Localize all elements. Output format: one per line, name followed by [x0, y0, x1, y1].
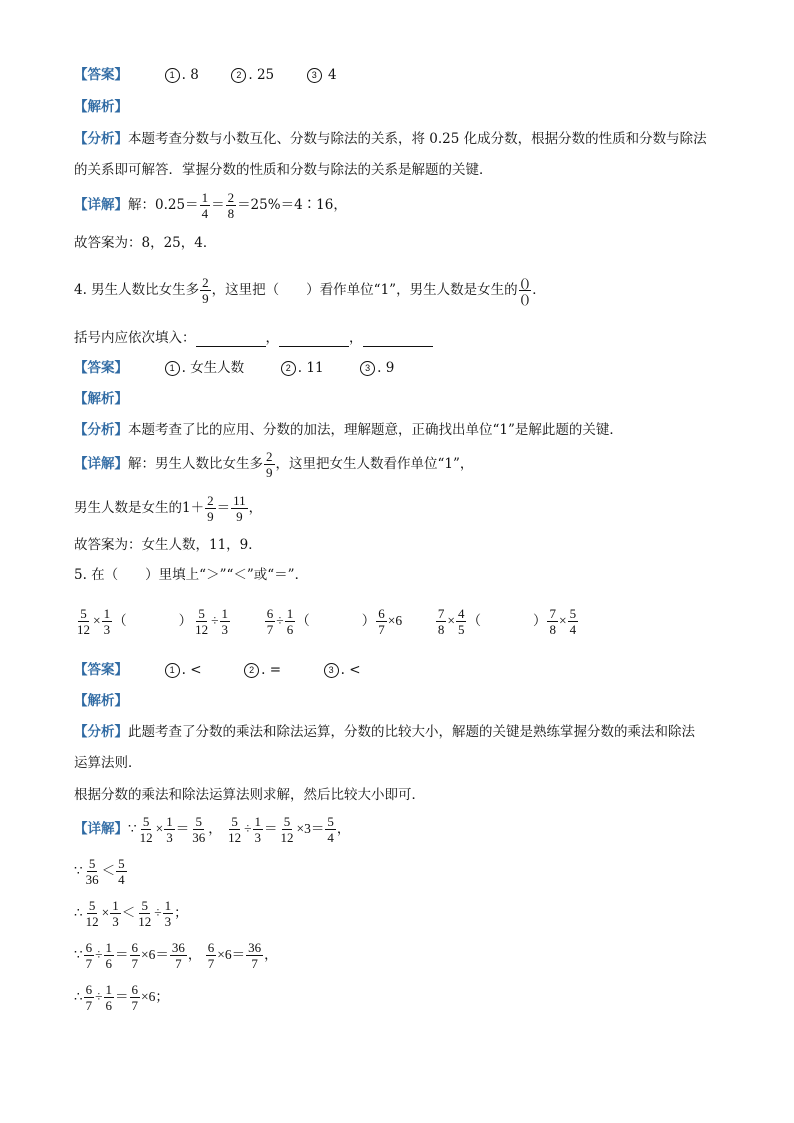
circled-number-1: 1	[165, 68, 180, 83]
q4-stem	[74, 272, 546, 308]
q5-xiangjie-line-2: ∵ $\frac{5}{36}$ ＜ $\frac{5}{4}$	[74, 856, 125, 888]
fenxi-text: 本题考查了比的应用、分数的加法，理解题意，正确找出单位“1”是解此题的关键．	[128, 422, 623, 438]
blank-2	[279, 334, 349, 347]
fenxi-tag: 【分析】	[74, 422, 128, 438]
xiangjie-tag: 【详解】	[74, 456, 128, 472]
fraction: $\frac{5}{36}$	[85, 856, 99, 888]
fraction: $\frac{5}{12}$	[85, 898, 99, 930]
answer-2: =	[269, 662, 281, 678]
fenxi-text: 运算法则．	[74, 755, 142, 771]
q5-fenxi-line-1	[74, 723, 695, 741]
fraction: $\frac{5}{12}$	[195, 606, 209, 638]
fraction: $\frac{1}{3}$	[103, 606, 111, 638]
fraction: $\frac{6}{7}$	[266, 606, 274, 638]
xiangjie-tag: 【详解】	[74, 821, 128, 837]
fraction: $\frac{5}{4}$	[118, 856, 125, 888]
fraction: $\frac{1}{6}$	[105, 982, 113, 1014]
fraction: $\frac{5}{12}$	[139, 814, 153, 846]
answer-tag: 【答案】	[74, 67, 128, 83]
answer-1: 女生人数	[190, 360, 245, 376]
q5-fenxi-line-2	[74, 754, 142, 772]
q4-xiangjie-line-1	[74, 446, 473, 482]
answer-2: 11	[306, 360, 324, 376]
fraction: $\frac{6}{7}$	[131, 940, 139, 972]
q3-answer-line: 【答案】 1 . 8 2 . 25 3 4	[74, 67, 337, 83]
fraction: $\frac{1}{4}$	[201, 190, 209, 221]
q3-xiangjie-line: 【详解】解：0.25＝ $\frac{1}{4}$ ＝ $\frac{2}{8}$ ＝25%＝4∶16，	[74, 190, 347, 221]
answer-tag: 【答案】	[74, 662, 128, 678]
fraction: $\frac{4}{5}$	[457, 606, 465, 638]
fraction: $\frac{1}{3}$	[254, 814, 262, 846]
xiangjie-text: 解：0.25＝	[128, 197, 199, 213]
fraction: $\frac{5}{12}$	[138, 898, 152, 930]
fenxi-text: 此题考查了分数的乘法和除法运算，分数的比较大小，解题的关键是熟练掌握分数的乘法和除法	[128, 724, 695, 740]
blank-1	[196, 334, 266, 347]
fraction: $\frac{1}{3}$	[166, 814, 173, 846]
circled-number-3: 3	[307, 68, 322, 83]
fraction: $\frac{6}{7}$	[378, 606, 385, 638]
q5-xiangjie-line-1: 【详解】∵ $\frac{5}{12}$ × $\frac{1}{3}$ ＝ $\frac{5}{36}$ ， $\frac{5}{12}$ ÷ $\frac{1}{3}$ ＝ $\frac{5}{12}$ ×3＝ $\frac{5}{4}$ ，	[74, 814, 351, 846]
analysis-tag: 【解析】	[74, 391, 128, 407]
fraction: $\frac{6}{7}$	[85, 940, 93, 972]
q5-stem: 5. 在（ ）里填上“＞”“＜”或“＝”．	[74, 567, 309, 583]
fraction: $\frac{2}{9}$	[207, 493, 214, 524]
analysis-tag: 【解析】	[74, 693, 128, 709]
xiangjie-text: ＝25%＝4∶16，	[237, 197, 347, 213]
q4-xiangjie-line-2: 男生人数是女生的1＋ $\frac{2}{9}$ ＝ $\frac{11}{9}$ ，	[74, 493, 263, 524]
answer-3: 4	[328, 67, 337, 83]
fraction: $\frac{5}{4}$	[327, 814, 334, 846]
fraction: $\frac{5}{12}$	[77, 606, 90, 638]
q5-method: 根据分数的乘法和除法运算法则求解，然后比较大小即可．	[74, 787, 425, 803]
circled-number-1: 1	[165, 663, 180, 678]
fraction: $\frac{1}{3}$	[112, 898, 119, 930]
fraction: $\frac{6}{7}$	[207, 940, 215, 972]
answer-tag: 【答案】	[74, 360, 128, 376]
fraction: $\frac{5}{36}$	[192, 814, 206, 846]
answer-1: 8	[190, 67, 199, 83]
fraction: $\frac{5}{12}$	[280, 814, 294, 846]
answer-3: <	[349, 662, 361, 678]
q5-xiangjie-line-5: ∴ $\frac{6}{7}$ ÷ $\frac{1}{6}$ ＝ $\frac{6}{7}$ ×6；	[74, 982, 169, 1014]
fraction: $\frac{2}{8}$	[227, 190, 235, 221]
fraction: $\frac{1}{6}$	[105, 940, 113, 972]
fraction: $\frac{6}{7}$	[85, 982, 93, 1014]
q4-fill-line: 括号内应依次填入： ， ，	[74, 329, 433, 347]
q4-answer-line: 【答案】 1 . 女生人数 2 . 11 3 . 9	[74, 360, 395, 376]
fenxi-text: 本题考查分数与小数互化、分数与除法的关系，将 0.25 化成分数，根据分数的性质和分数与除法	[128, 131, 707, 147]
xiangjie-tag: 【详解】	[74, 197, 128, 213]
stem-text: ，这里把（ ）看作单位“1”，男生人数是女生的	[211, 282, 518, 298]
q5-answer-line: 【答案】 1 . < 2 . = 3 . <	[74, 662, 361, 678]
stem-text: 4. 男生人数比女生多	[74, 282, 200, 298]
fraction: $\frac{7}{8}$	[549, 606, 556, 638]
circled-number-1: 1	[165, 361, 180, 376]
fraction: $\frac{5}{12}$	[228, 814, 242, 846]
fraction: $\frac{7}{8}$	[437, 606, 445, 638]
fenxi-tag: 【分析】	[74, 131, 128, 147]
stem-text: ．	[532, 282, 546, 298]
fenxi-text: 的关系即可解答．掌握分数的性质和分数与除法的关系是解题的关键．	[74, 162, 493, 178]
q5-xiangjie-line-3: ∴ $\frac{5}{12}$ × $\frac{1}{3}$ ＜ $\frac{5}{12}$ ÷ $\frac{1}{3}$ ；	[74, 898, 188, 930]
fraction: $\frac{2}{9}$	[266, 449, 273, 480]
q3-fenxi-line-1	[74, 130, 707, 148]
answer-1: <	[190, 662, 202, 678]
blank-3	[363, 334, 433, 347]
fraction: $\frac{1}{3}$	[221, 606, 229, 638]
fraction: $\frac{36}{7}$	[171, 940, 185, 972]
answer-2: 25	[256, 67, 275, 83]
xiangjie-text: ，这里把女生人数看作单位“1”，	[275, 456, 474, 472]
q5-xiangjie-line-4: ∵ $\frac{6}{7}$ ÷ $\frac{1}{6}$ ＝ $\frac{6}{7}$ ×6＝ $\frac{36}{7}$ ， $\frac{6}{7}$ ×6＝ $\frac{36}{7}$ ，	[74, 940, 278, 972]
fraction: $\frac{5}{4}$	[569, 606, 577, 638]
answer-3: 9	[385, 360, 395, 376]
xiangjie-text: 男生人数是女生的1＋	[74, 500, 205, 516]
analysis-tag: 【解析】	[74, 99, 128, 115]
fraction: $\frac{2}{9}$	[202, 275, 209, 306]
fraction: $\frac{1}{3}$	[164, 898, 172, 930]
q3-final-answer: 故答案为：8，25，4．	[74, 235, 217, 251]
circled-number-3: 3	[360, 361, 375, 376]
xiangjie-text: 解：男生人数比女生多	[128, 456, 263, 472]
q5-expressions: $\frac{5}{12}$ × $\frac{1}{3}$ （ ） $\frac{5}{12}$ ÷ $\frac{1}{3}$ $\frac{6}{7}$ ÷ $\frac{1}{6}$ （ ） $\frac{6}{7}$ ×6 $\frac{7}{8}$ × $\frac{4}{5}$ （ ） $\frac{7}{8}$ × $\frac{5}{4}$	[77, 606, 577, 638]
fraction: $\frac{()}{()}$	[520, 275, 530, 306]
xiangjie-text: ，	[248, 500, 263, 516]
q4-fenxi-line	[74, 421, 623, 439]
fraction: $\frac{1}{6}$	[286, 606, 294, 638]
circled-number-2: 2	[281, 361, 296, 376]
fraction: $\frac{11}{9}$	[233, 493, 246, 524]
fenxi-tag: 【分析】	[74, 724, 128, 740]
fraction: $\frac{6}{7}$	[131, 982, 139, 1014]
circled-number-2: 2	[244, 663, 259, 678]
fraction: $\frac{36}{7}$	[248, 940, 262, 972]
q4-final-answer: 故答案为：女生人数，11，9．	[74, 537, 262, 553]
circled-number-3: 3	[324, 663, 339, 678]
fill-text: 括号内应依次填入：	[74, 330, 196, 346]
q3-fenxi-line-2	[74, 161, 493, 179]
circled-number-2: 2	[231, 68, 246, 83]
